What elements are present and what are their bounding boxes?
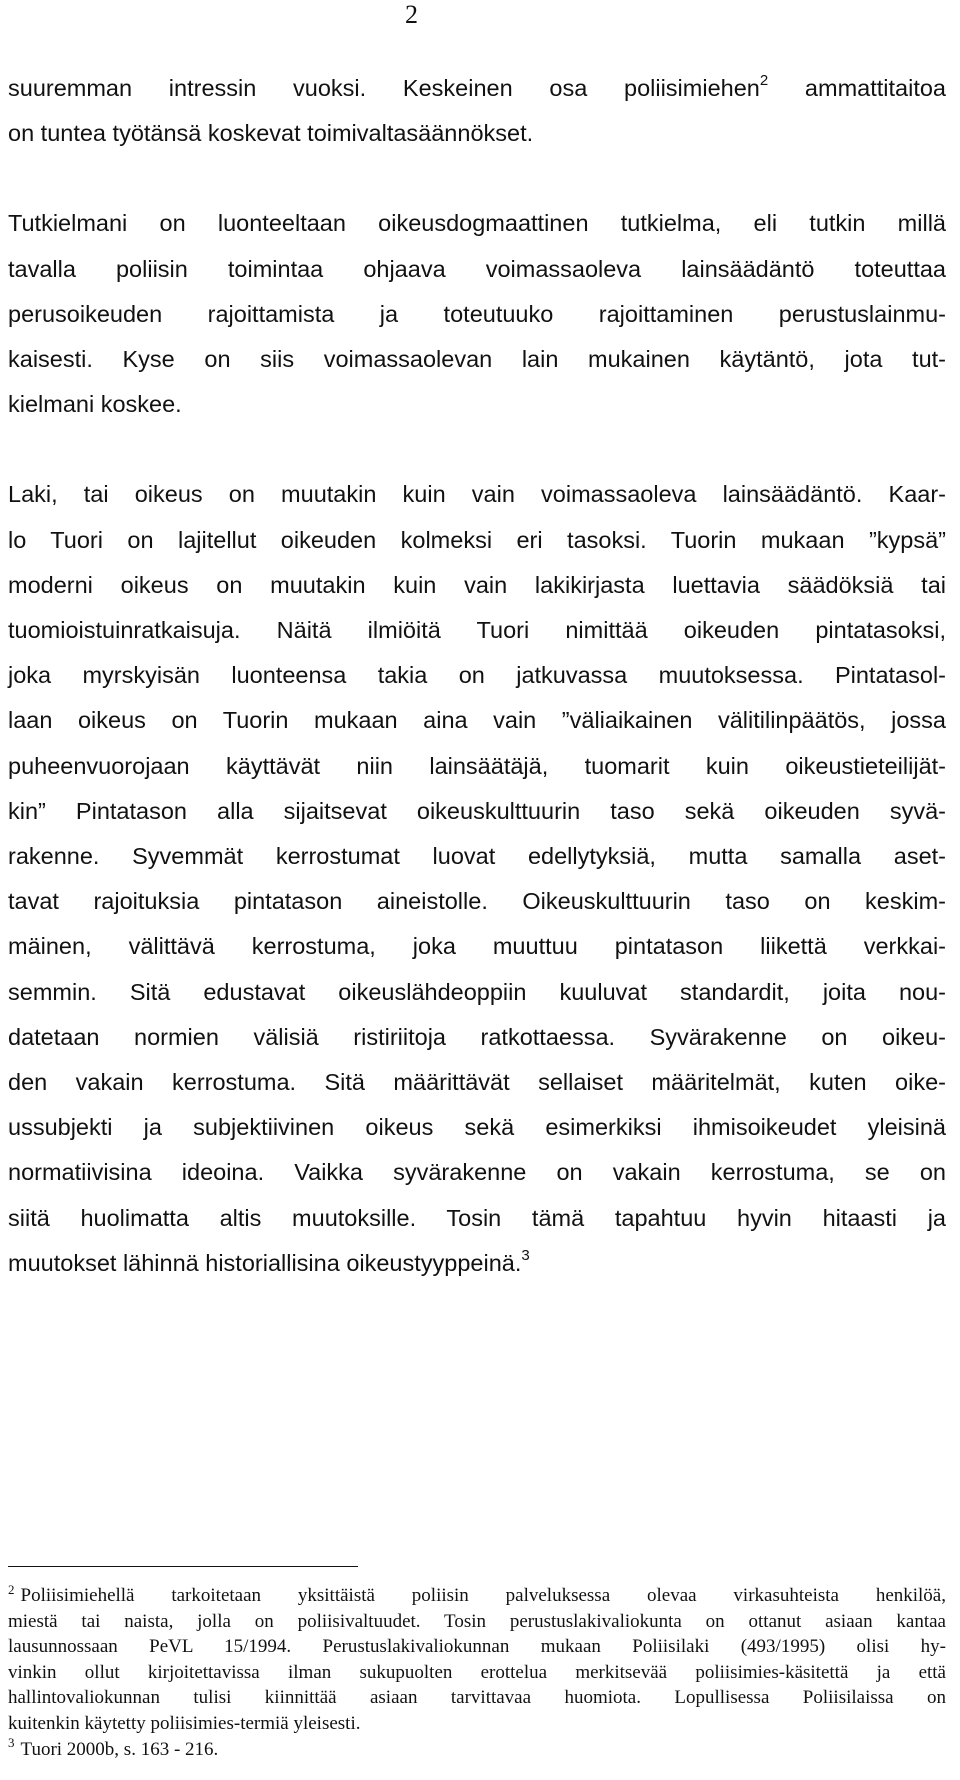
line-text: laan oikeus on Tuorin mukaan aina vain ”väliaikainen välitilinpäätös, jossa: [8, 707, 946, 734]
text-line: [8, 382, 946, 427]
line-text: lo Tuori on lajitellut oikeuden kolmeksi eri tasoksi. Tuorin mukaan ”kypsä”: [8, 526, 946, 553]
text-line: [8, 66, 946, 111]
text-line: [8, 563, 946, 608]
footnote-text: kuitenkin käytetty poliisimies-termiä yleisesti.: [8, 1712, 361, 1734]
footnote-text: miestä tai naista, jolla on poliisivaltuudet. Tosin perustuslakivaliokunta on ottanut asiaan kantaa: [8, 1610, 946, 1632]
text-line: [8, 789, 946, 834]
text-line: [8, 472, 946, 517]
line-text: den vakain kerrostuma. Sitä määrittävät sellaiset määritelmät, kuten oike-: [8, 1069, 946, 1096]
footnote-reference[interactable]: 2: [759, 72, 769, 90]
line-text: ussubjekti ja subjektiivinen oikeus sekä esimerkiksi ihmisoikeudet yleisinä: [8, 1114, 946, 1141]
text-line: [8, 653, 946, 698]
footnote-text: Tuori 2000b, s. 163 - 216.: [20, 1738, 219, 1760]
line-text: semmin. Sitä edustavat oikeuslähdeoppiin kuuluvat standardit, joita nou-: [8, 978, 946, 1005]
footnote-marker: 2: [8, 1581, 15, 1597]
text-line: [8, 879, 946, 924]
line-text: joka myrskyisän luonteensa takia on jatkuvassa muutoksessa. Pintatasol-: [8, 662, 946, 689]
text-line: [8, 292, 946, 337]
line-text: rakenne. Syvemmät kerrostumat luovat edellytyksiä, mutta samalla aset-: [8, 843, 946, 870]
footnote-line: [8, 1609, 946, 1635]
text-line: [8, 834, 946, 879]
footnotes: [8, 1583, 946, 1762]
footnote-text: hallintovaliokunnan tulisi kiinnittää asiaan tarvittavaa huomiota. Lopullisessa Poliisilaissa on: [8, 1687, 946, 1709]
footnote-separator: [8, 1566, 358, 1567]
line-text: siitä huolimatta altis muutoksille. Tosin tämä tapahtuu hyvin hitaasti ja: [8, 1204, 946, 1231]
paragraph-gap: [8, 427, 946, 472]
line-text: kielmani koskee.: [8, 391, 182, 418]
text-line: [8, 1196, 946, 1241]
footnote-line: [8, 1737, 946, 1763]
footnote-reference[interactable]: 3: [521, 1247, 530, 1265]
footnote-text: Poliisimiehellä tarkoitetaan yksittäistä poliisin palveluksessa olevaa virkasuhteista henkilöä,: [20, 1585, 946, 1606]
text-line: [8, 1241, 946, 1286]
line-text: muutokset lähinnä historiallisina oikeustyyppeinä.: [8, 1249, 522, 1276]
paragraph: [8, 201, 946, 427]
footnote-text: lausunnossaan PeVL 15/1994. Perustuslakivaliokunnan mukaan Poliisilaki (493/1995) olisi hy-: [8, 1636, 946, 1658]
text-line: [8, 247, 946, 292]
page-number: 2: [405, 0, 418, 29]
line-text: kaisesti. Kyse on siis voimassaolevan lain mukainen käytäntö, jota tut-: [8, 346, 946, 373]
line-text: moderni oikeus on muutakin kuin vain lakikirjasta luettavia säädöksiä tai: [8, 571, 946, 598]
line-text: tavat rajoituksia pintatason aineistolle. Oikeuskulttuurin taso on keskim-: [8, 888, 946, 915]
text-line: [8, 970, 946, 1015]
footnote-line: [8, 1660, 946, 1686]
paragraph-gap: [8, 156, 946, 201]
line-text: tuomioistuinratkaisuja. Näitä ilmiöitä Tuori nimittää oikeuden pintatasoksi,: [8, 617, 946, 644]
line-text: Tutkielmani on luonteeltaan oikeusdogmaattinen tutkielma, eli tutkin millä: [8, 210, 946, 237]
line-text: suuremman intressin vuoksi. Keskeinen osa poliisimiehen: [8, 75, 760, 101]
text-line: [8, 1150, 946, 1195]
text-line: [8, 1060, 946, 1105]
line-text-continued: ammattitaitoa: [768, 75, 946, 101]
text-line: [8, 608, 946, 653]
line-text: kin” Pintatason alla sijaitsevat oikeuskulttuurin taso sekä oikeuden syvä-: [8, 797, 946, 824]
footnote-line: [8, 1634, 946, 1660]
text-line: [8, 744, 946, 789]
line-text: Laki, tai oikeus on muutakin kuin vain voimassaoleva lainsäädäntö. Kaar-: [8, 481, 946, 508]
text-line: [8, 518, 946, 563]
footnote-text: vinkin ollut kirjoitettavissa ilman sukupuolten erottelua merkitsevää poliisimies-käsitettä ja että: [8, 1661, 946, 1683]
footnote: [8, 1737, 946, 1763]
text-line: [8, 924, 946, 969]
line-text: puheenvuorojaan käyttävät niin lainsäätäjä, tuomarit kuin oikeustieteilijät-: [8, 752, 946, 779]
footnote: [8, 1583, 946, 1737]
text-line: [8, 1105, 946, 1150]
text-line: [8, 337, 946, 382]
text-line: [8, 111, 946, 156]
line-text: datetaan normien välisiä ristiriitoja ratkottaessa. Syvärakenne on oikeu-: [8, 1023, 946, 1050]
footnote-line: [8, 1685, 946, 1711]
footnote-line: [8, 1583, 946, 1609]
line-text: normatiivisina ideoina. Vaikka syvärakenne on vakain kerrostuma, se on: [8, 1159, 946, 1186]
text-line: [8, 201, 946, 246]
text-line: [8, 1015, 946, 1060]
paragraph: [8, 66, 946, 156]
line-text: perusoikeuden rajoittamista ja toteutuuko rajoittaminen perustuslainmu-: [8, 300, 946, 327]
text-line: [8, 698, 946, 743]
footnote-marker: 3: [8, 1735, 15, 1751]
body-text: [8, 66, 946, 1286]
line-text: mäinen, välittävä kerrostuma, joka muuttuu pintatason liikettä verkkai-: [8, 933, 946, 960]
footnote-line: [8, 1711, 946, 1737]
line-text: tavalla poliisin toimintaa ohjaava voimassaoleva lainsäädäntö toteuttaa: [8, 255, 946, 282]
paragraph: [8, 472, 946, 1286]
line-text: on tuntea työtänsä koskevat toimivaltasäännökset.: [8, 120, 534, 147]
